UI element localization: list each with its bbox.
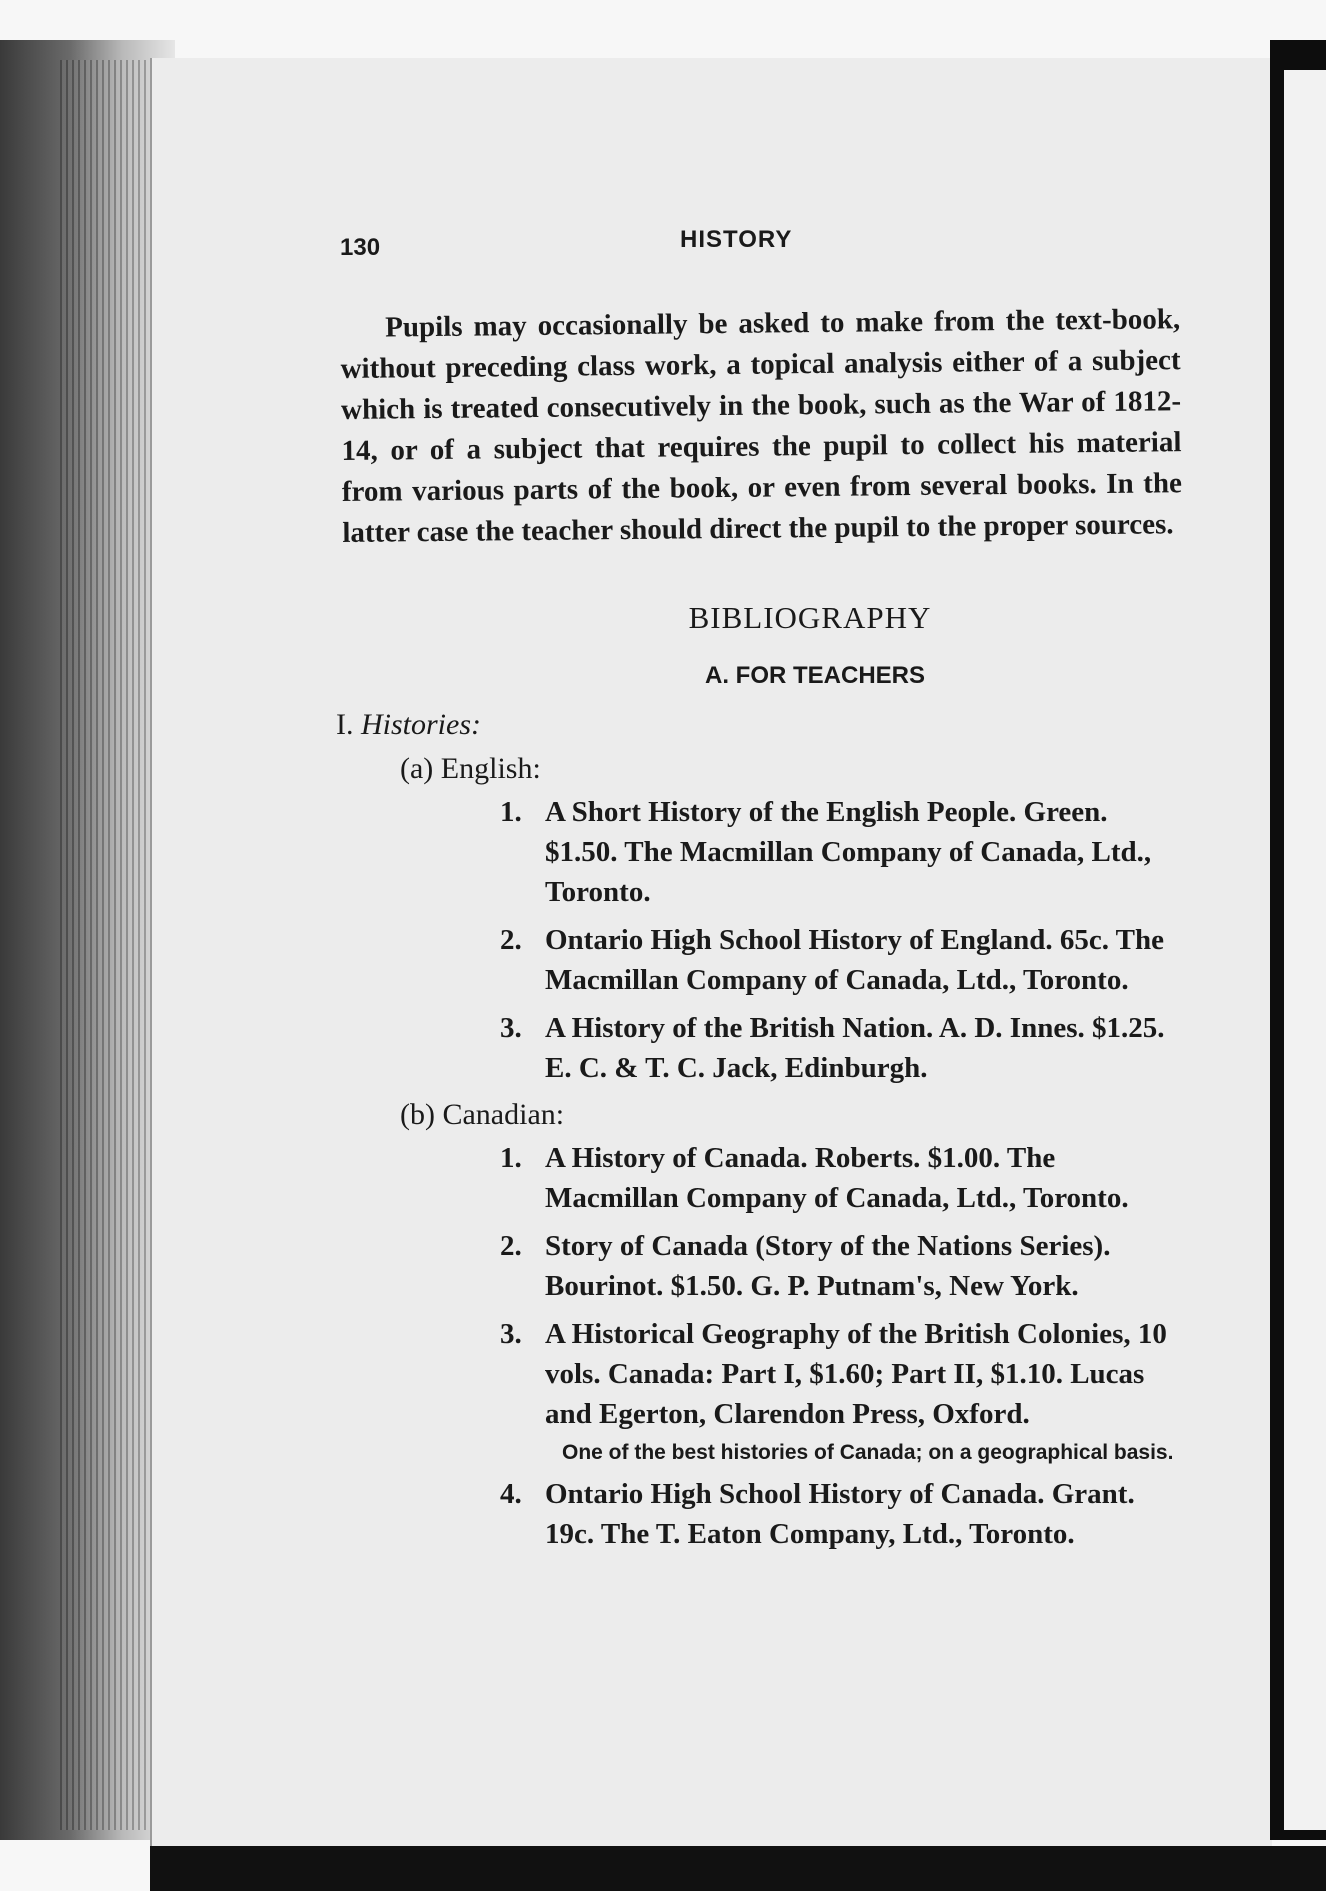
- entry-note: One of the best histories of Canada; on a geographical basis.: [562, 1441, 1174, 1464]
- entry-text: Ontario High School History of Canada. Grant. 19c. The T. Eaton Company, Ltd., Toronto.: [545, 1478, 1135, 1550]
- scan-top-margin: [0, 0, 1326, 44]
- entry-number: 3.: [500, 1318, 522, 1350]
- english-list: [340, 792, 1180, 1088]
- subsection-english: (a) English:: [400, 752, 541, 785]
- subsection-canadian: (b) Canadian:: [400, 1098, 565, 1131]
- section-for-teachers: A. FOR TEACHERS: [704, 662, 925, 689]
- list-item: [500, 920, 1180, 1000]
- canadian-list-continued: [340, 1474, 1180, 1554]
- list-item: [500, 1226, 1180, 1306]
- list-item: [500, 1138, 1180, 1218]
- intro-paragraph: Pupils may occasionally be asked to make from the text-book, without preceding class work, a topical analysis either of a subject which is treated consecutively in the book, such as the War of 1812-14, or of a subject that requires the pupil to collect his material from various parts of the book, or even from several books. In the latter case the teacher should direct the pupil to the proper sources.: [340, 303, 1183, 549]
- entry-text: A Short History of the English People. Green. $1.50. The Macmillan Company of Canada, Ltd., Toronto.: [545, 796, 1152, 908]
- scan-bottom-border: [150, 1846, 1326, 1891]
- facing-page-sliver: [1284, 70, 1326, 1830]
- bibliography-title: BIBLIOGRAPHY: [688, 600, 932, 635]
- entry-number: 3.: [500, 1012, 522, 1044]
- list-item: [500, 792, 1180, 912]
- entry-number: 1.: [500, 1142, 522, 1174]
- list-item: [500, 1314, 1180, 1434]
- list-item: [500, 1008, 1180, 1088]
- entry-number: 4.: [500, 1478, 522, 1510]
- list-item: [500, 1474, 1180, 1554]
- facing-page-edge: [1270, 40, 1326, 1840]
- entry-text: A History of the British Nation. A. D. Innes. $1.25. E. C. & T. C. Jack, Edinburgh.: [545, 1012, 1165, 1084]
- entry-number: 1.: [500, 796, 522, 828]
- entry-text: A Historical Geography of the British Colonies, 10 vols. Canada: Part I, $1.60; Part II, $1.10. Lucas and Egerton, Clarendon Press, Oxford.: [545, 1318, 1167, 1430]
- part-label: Histories:: [361, 708, 481, 741]
- page-heading: HISTORY: [680, 226, 793, 253]
- entry-number: 2.: [500, 924, 522, 956]
- entry-text: Story of Canada (Story of the Nations Series). Bourinot. $1.50. G. P. Putnam's, New York.: [545, 1230, 1111, 1302]
- entry-text: Ontario High School History of England. 65c. The Macmillan Company of Canada, Ltd., Toronto.: [545, 924, 1165, 996]
- running-head: [340, 220, 1180, 260]
- part-numeral: I.: [336, 708, 354, 741]
- part-histories: [336, 708, 1180, 742]
- entry-text: A History of Canada. Roberts. $1.00. The Macmillan Company of Canada, Ltd., Toronto.: [545, 1142, 1129, 1214]
- canadian-list: [340, 1138, 1180, 1434]
- page-content: [336, 220, 1183, 1562]
- entry-number: 2.: [500, 1230, 522, 1262]
- page-number: 130: [340, 234, 381, 261]
